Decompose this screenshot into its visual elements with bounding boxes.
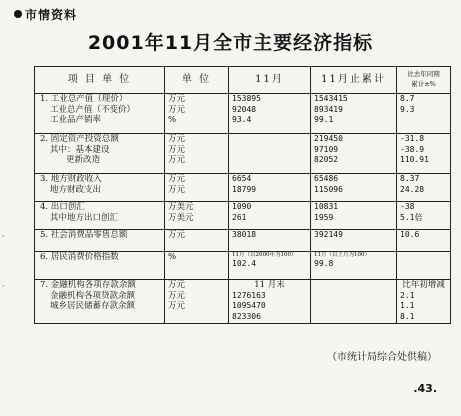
change-cell [397,280,451,324]
change-cell [397,202,451,230]
item-cell [35,202,165,230]
item-cell-line: 城乡居民储蓄存款余额 [50,301,136,311]
table-row [35,134,451,174]
month-cell-line [232,145,307,156]
item-cell [35,94,165,134]
cumulative-cell-line: 1543415 [314,94,348,103]
item-cell-line: 金融机构各项贷款余额 [50,290,136,301]
header-row [35,67,451,94]
change-cell-line [400,115,447,126]
month-cell-line: 102.4 [232,259,257,268]
item-cell [35,134,165,174]
change-cell-line: -31.8 [400,134,425,143]
header-month: 11月 [229,67,311,94]
table-row [35,94,451,134]
unit-cell [165,202,229,230]
cumulative-cell-line: 10831 [314,202,339,211]
unit-cell [165,94,229,134]
item-cell-line: 2. 固定资产投资总额 [40,134,119,144]
change-cell-line: 110.91 [400,155,429,164]
change-cell-line: 2.1 [400,290,415,300]
month-cell-line: 823306 [232,311,261,321]
change-cell-line: 24.28 [400,184,425,194]
month-cell [229,280,311,324]
header-item: 项 目 单 位 [35,67,165,94]
item-cell-line: 地方财政支出 [50,184,102,195]
cumulative-cell-line [314,301,393,312]
change-cell-line: 5.1倍 [400,212,423,222]
change-cell [397,252,451,280]
cumulative-cell-line: 392149 [314,230,343,239]
unit-cell-line: 万美元 [168,202,194,212]
month-cell [229,252,311,280]
change-cell-line: 8.1 [400,311,415,321]
change-cell [397,134,451,174]
cumulative-cell-line [314,291,393,302]
cumulative-cell-line: 11月（以上月为100） [314,252,370,258]
cumulative-cell-line: 893419 [314,104,343,114]
change-cell-line: -38.9 [400,144,425,154]
cumulative-cell-line: 97109 [314,144,339,154]
item-cell-line: 7. 金融机构各项存款余额 [40,280,136,290]
margin-mark: · [2,282,5,291]
unit-cell-line: % [168,115,177,125]
cumulative-cell [311,94,397,134]
header-change-line2: 累计±% [411,80,436,88]
change-cell-line: 1.1 [400,301,415,310]
section-label: 市情资料 [25,8,78,22]
unit-cell-line: 万元 [168,301,186,311]
cumulative-cell-line: 99.8 [314,259,334,268]
cumulative-cell-line: 82052 [314,155,339,164]
unit-cell-line: 万元 [168,155,186,165]
item-cell-line: 其中地方出口创汇 [50,212,119,223]
table-row [35,280,451,324]
unit-cell-line: 万元 [168,290,186,301]
cumulative-cell-line: 65486 [314,174,339,183]
month-cell [229,230,311,252]
change-cell-line: -38 [400,202,415,211]
month-cell-line: 1090 [232,202,252,211]
table-row [35,252,451,280]
month-cell-line: 38018 [232,230,257,239]
change-cell [397,94,451,134]
table-row [35,174,451,202]
unit-cell [165,252,229,280]
cumulative-cell-line: 99.1 [314,115,334,124]
table-row [35,202,451,230]
cumulative-cell-line: 219450 [314,134,343,143]
unit-cell-line: % [168,252,177,262]
change-cell-header: 比年初增减 [402,280,445,290]
indicator-table [34,66,451,324]
month-cell-line [232,134,307,145]
margin-mark: · [2,232,5,241]
item-cell [35,174,165,202]
cumulative-cell [311,134,397,174]
item-cell-line: 工业总产值（不变价） [50,104,136,115]
indicator-table-wrap [34,66,450,324]
item-cell-line: 工业品产销率 [50,115,102,125]
cumulative-cell-line: 1959 [314,212,334,222]
cumulative-cell [311,280,397,324]
cumulative-cell [311,202,397,230]
month-cell-line [232,155,307,166]
header-unit: 单 位 [165,67,229,94]
month-cell-line: 11月（以2000年为100） [232,252,297,258]
change-cell-line [400,252,447,263]
unit-cell-line: 万美元 [168,212,194,223]
unit-cell-line: 万元 [168,94,186,104]
month-cell-line: 6654 [232,174,252,183]
change-cell-line: 9.3 [400,104,415,114]
unit-cell [165,174,229,202]
unit-cell [165,134,229,174]
header-cumulative: 11月止累计 [311,67,397,94]
unit-cell-line: 万元 [168,104,186,115]
item-cell [35,280,165,324]
section-tag [14,6,77,23]
item-cell-line: 5. 社会消费品零售总额 [40,230,128,240]
month-cell [229,174,311,202]
header-change [397,67,451,94]
change-cell-line: 8.7 [400,94,415,103]
cumulative-cell [311,174,397,202]
header-change-line1: 比去年同期 [407,69,440,78]
item-cell-line: 1. 工业总产值（现价） [40,94,128,104]
unit-cell-line: 万元 [168,134,186,144]
item-cell-line: 3. 地方财政收入 [40,174,102,184]
month-cell-line: 18799 [232,184,257,194]
month-cell-line: 1276163 [232,290,266,300]
table-row [35,230,451,252]
cumulative-cell [311,252,397,280]
month-cell [229,202,311,230]
page-number: .43. [413,382,437,395]
cumulative-cell-line [314,280,393,291]
month-cell [229,94,311,134]
month-cell-line: 153895 [232,94,261,103]
unit-cell-line: 万元 [168,144,186,155]
item-cell-line: 其中：基本建设 [50,144,110,155]
bullet-icon [14,10,22,18]
change-cell-line: 10.6 [400,230,420,239]
unit-cell-line: 万元 [168,184,186,195]
item-cell-line: 更新改造 [66,155,101,165]
unit-cell-line: 万元 [168,280,186,290]
item-cell [35,252,165,280]
change-cell [397,230,451,252]
month-cell-header: 11 月末 [254,280,285,290]
month-cell-line: 1095470 [232,301,266,310]
unit-cell [165,280,229,324]
page-title: 2001年11月全市主要经济指标 [87,32,374,54]
change-cell-line: 8.37 [400,174,420,183]
change-cell [397,174,451,202]
month-cell-line: 92048 [232,104,257,114]
item-cell [35,230,165,252]
unit-cell-line: 万元 [168,230,186,240]
unit-cell [165,230,229,252]
month-cell-line: 93.4 [232,115,252,124]
item-cell-line: 6. 居民消费价格指数 [40,252,119,262]
item-cell-line: 4. 出口创汇 [40,202,85,212]
month-cell [229,134,311,174]
unit-cell-line: 万元 [168,174,186,184]
month-cell-line: 261 [232,212,247,222]
cumulative-cell [311,230,397,252]
source-credit: （市统计局综合处供稿） [327,352,437,363]
cumulative-cell-line: 115096 [314,184,343,194]
